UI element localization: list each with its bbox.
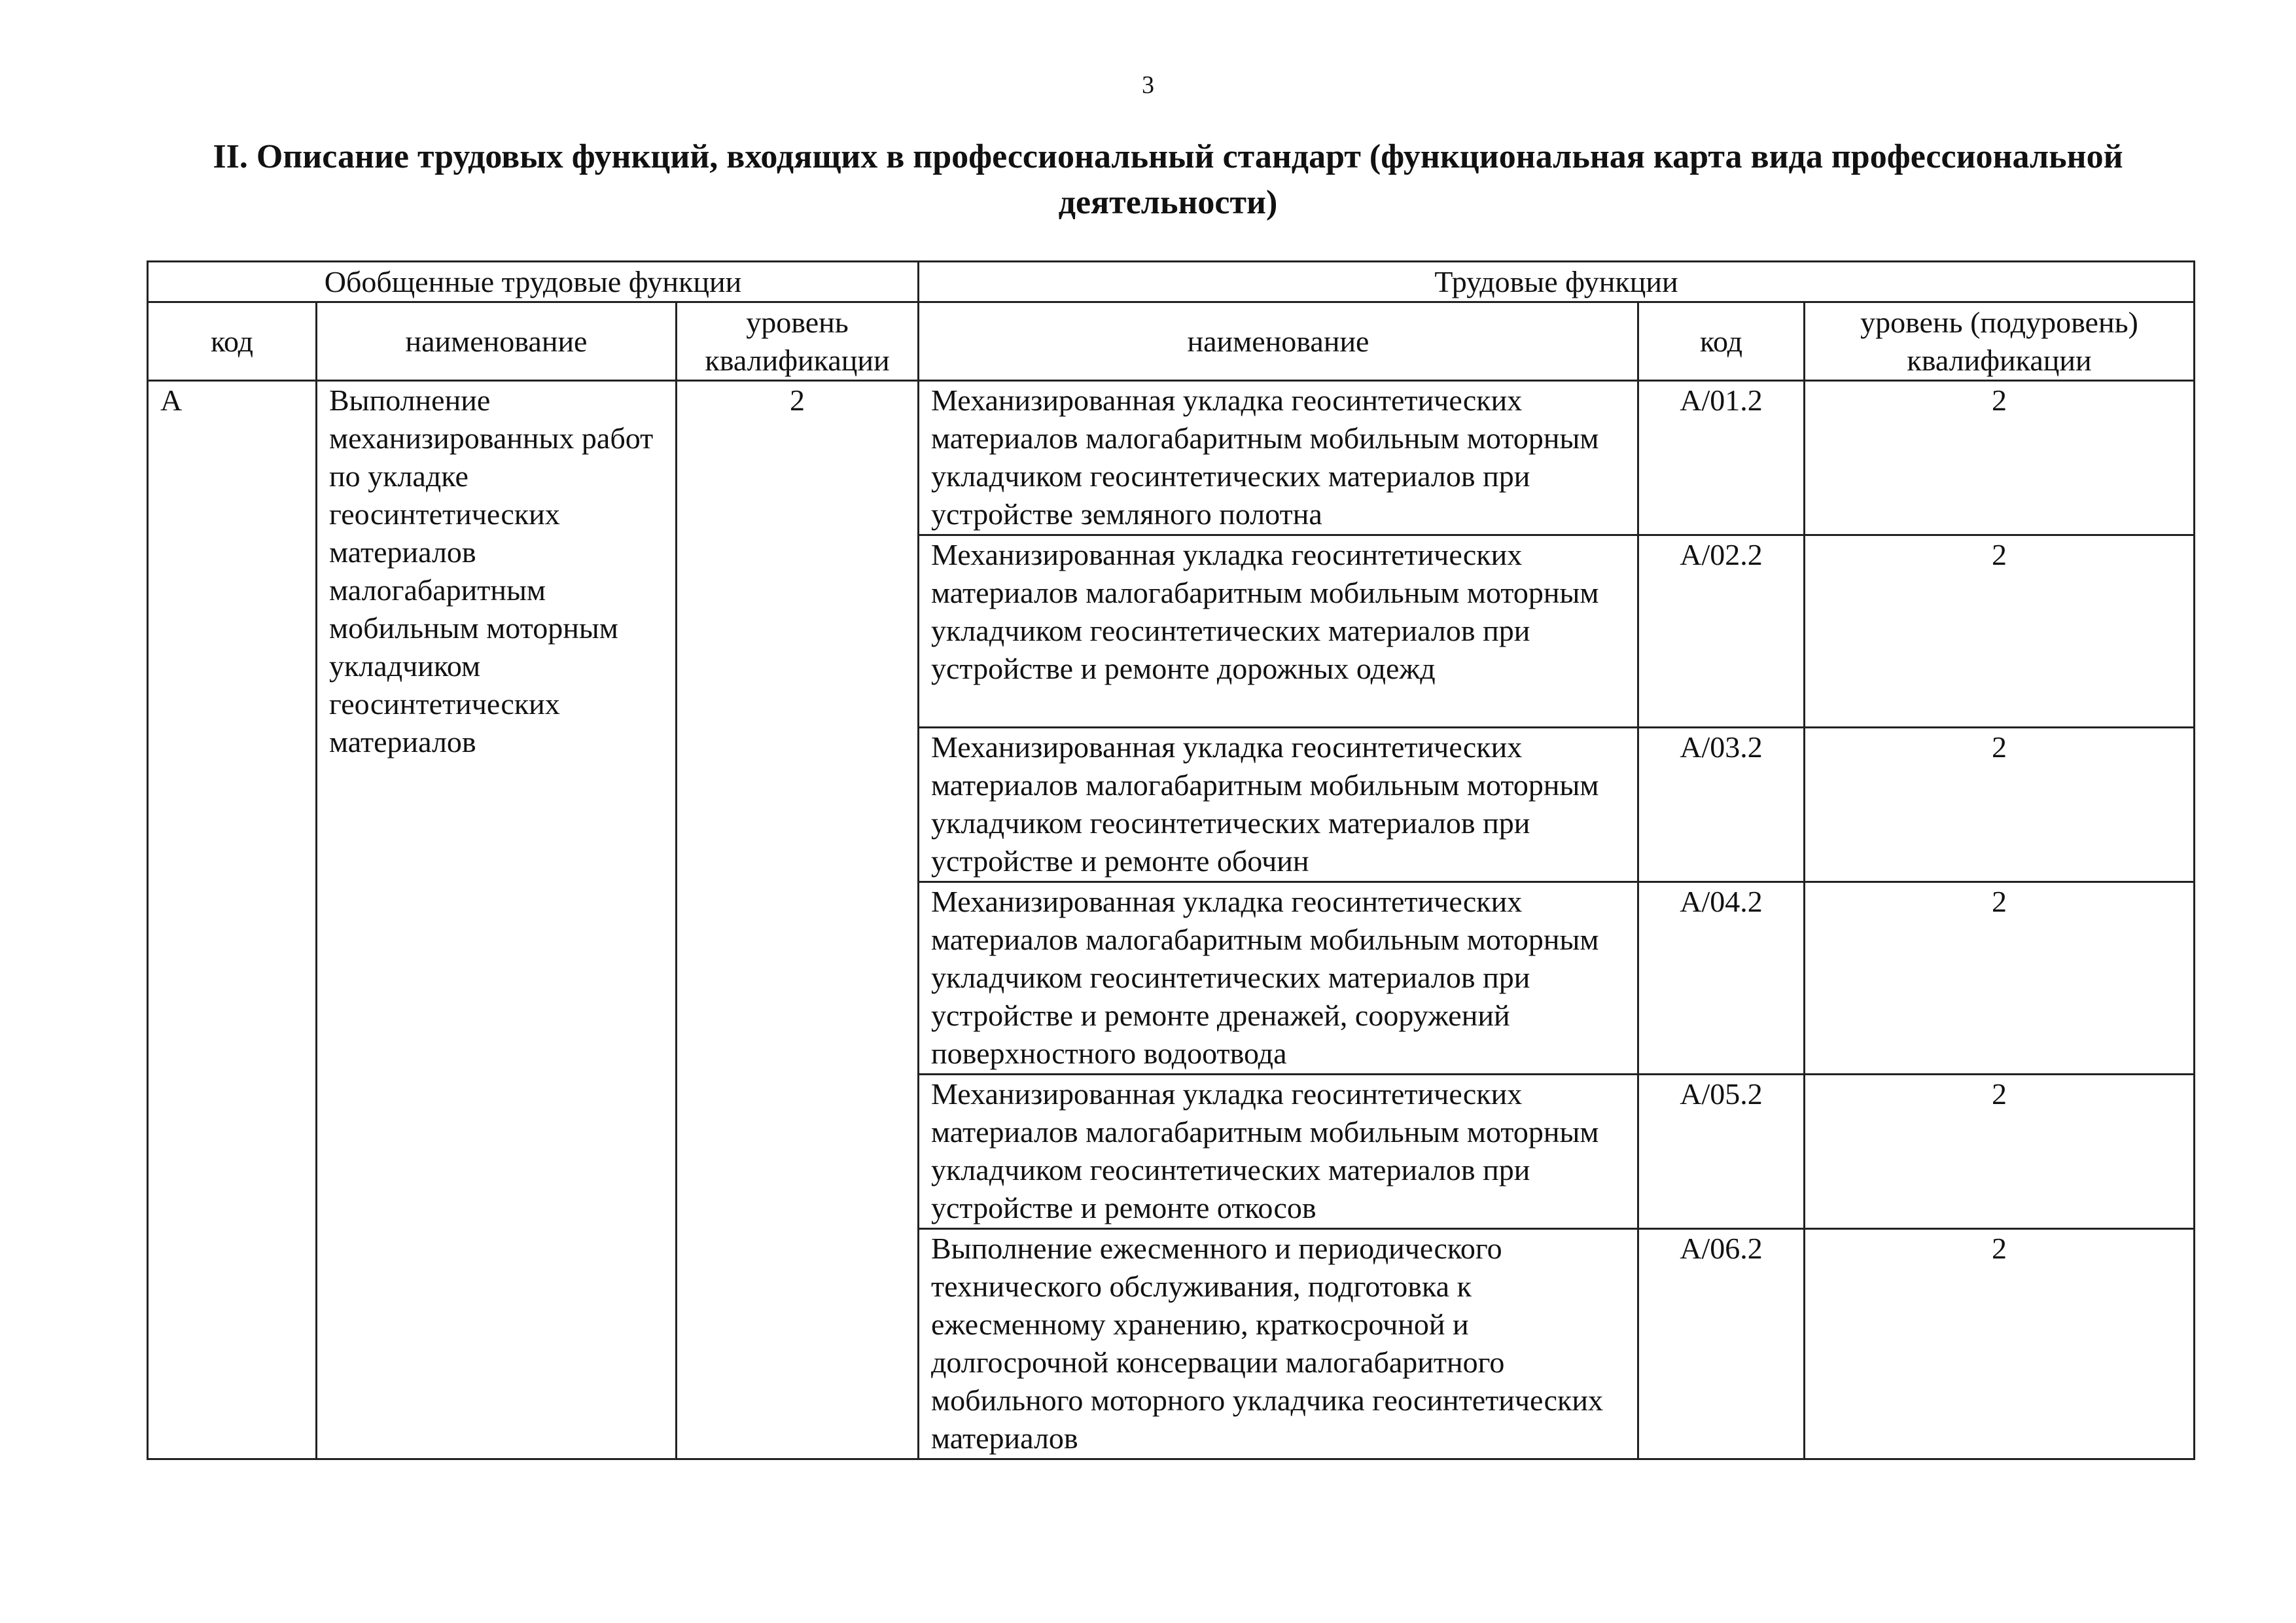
page-title: II. Описание трудовых функций, входящих в профессиональный стандарт (функциональная карта вида профессиональной деятельности) (213, 138, 2123, 221)
group-header-row (148, 262, 2195, 302)
labor-function-code: А/02.2 (1638, 535, 1805, 728)
col-header-tf-level: уровень (подуровень) квалификации (1805, 302, 2195, 381)
labor-function-name: Механизированная укладка геосинтетических материалов малогабаритным мобильным моторным укладчиком геосинтетических материалов при устройстве земляного полотна (919, 381, 1638, 535)
labor-functions-header: Трудовые функции (919, 262, 2195, 302)
labor-function-level: 2 (1805, 728, 2195, 882)
generalized-functions-header: Обобщенные трудовые функции (148, 262, 919, 302)
column-header-row (148, 302, 2195, 381)
generalized-function-level: 2 (677, 381, 919, 1459)
col-header-gen-level: уровень квалификации (677, 302, 919, 381)
labor-function-level: 2 (1805, 381, 2195, 535)
generalized-function-name: Выполнение механизированных работ по укладке геосинтетических материалов малогабаритным мобильным моторным укладчиком геосинтетических материалов (317, 381, 677, 1459)
labor-function-level: 2 (1805, 1229, 2195, 1459)
table-row (148, 381, 2195, 535)
functional-map-table (147, 260, 2195, 1460)
labor-function-code: А/05.2 (1638, 1075, 1805, 1229)
col-header-gen-name: наименование (317, 302, 677, 381)
labor-function-code: А/03.2 (1638, 728, 1805, 882)
labor-function-name: Механизированная укладка геосинтетических материалов малогабаритным мобильным моторным укладчиком геосинтетических материалов при устройстве и ремонте обочин (919, 728, 1638, 882)
labor-function-level: 2 (1805, 535, 2195, 728)
labor-function-name: Механизированная укладка геосинтетических материалов малогабаритным мобильным моторным укладчиком геосинтетических материалов при устройстве и ремонте дорожных одежд (919, 535, 1638, 728)
labor-function-level: 2 (1805, 1075, 2195, 1229)
labor-function-level: 2 (1805, 882, 2195, 1075)
labor-function-name: Механизированная укладка геосинтетических материалов малогабаритным мобильным моторным укладчиком геосинтетических материалов при устройстве и ремонте откосов (919, 1075, 1638, 1229)
page-number: 3 (1142, 71, 1154, 99)
col-header-tf-code: код (1638, 302, 1805, 381)
col-header-tf-name: наименование (919, 302, 1638, 381)
labor-function-name: Выполнение ежесменного и периодического технического обслуживания, подготовка к ежесменному хранению, краткосрочной и долгосрочной консервации малогабаритного мобильного моторного укладчика геосинтетических материалов (919, 1229, 1638, 1459)
generalized-function-code: А (148, 381, 317, 1459)
labor-function-code: А/06.2 (1638, 1229, 1805, 1459)
labor-function-code: А/04.2 (1638, 882, 1805, 1075)
labor-function-code: А/01.2 (1638, 381, 1805, 535)
col-header-gen-code: код (148, 302, 317, 381)
labor-function-name: Механизированная укладка геосинтетических материалов малогабаритным мобильным моторным укладчиком геосинтетических материалов при устройстве и ремонте дренажей, сооружений поверхностного водоотвода (919, 882, 1638, 1075)
